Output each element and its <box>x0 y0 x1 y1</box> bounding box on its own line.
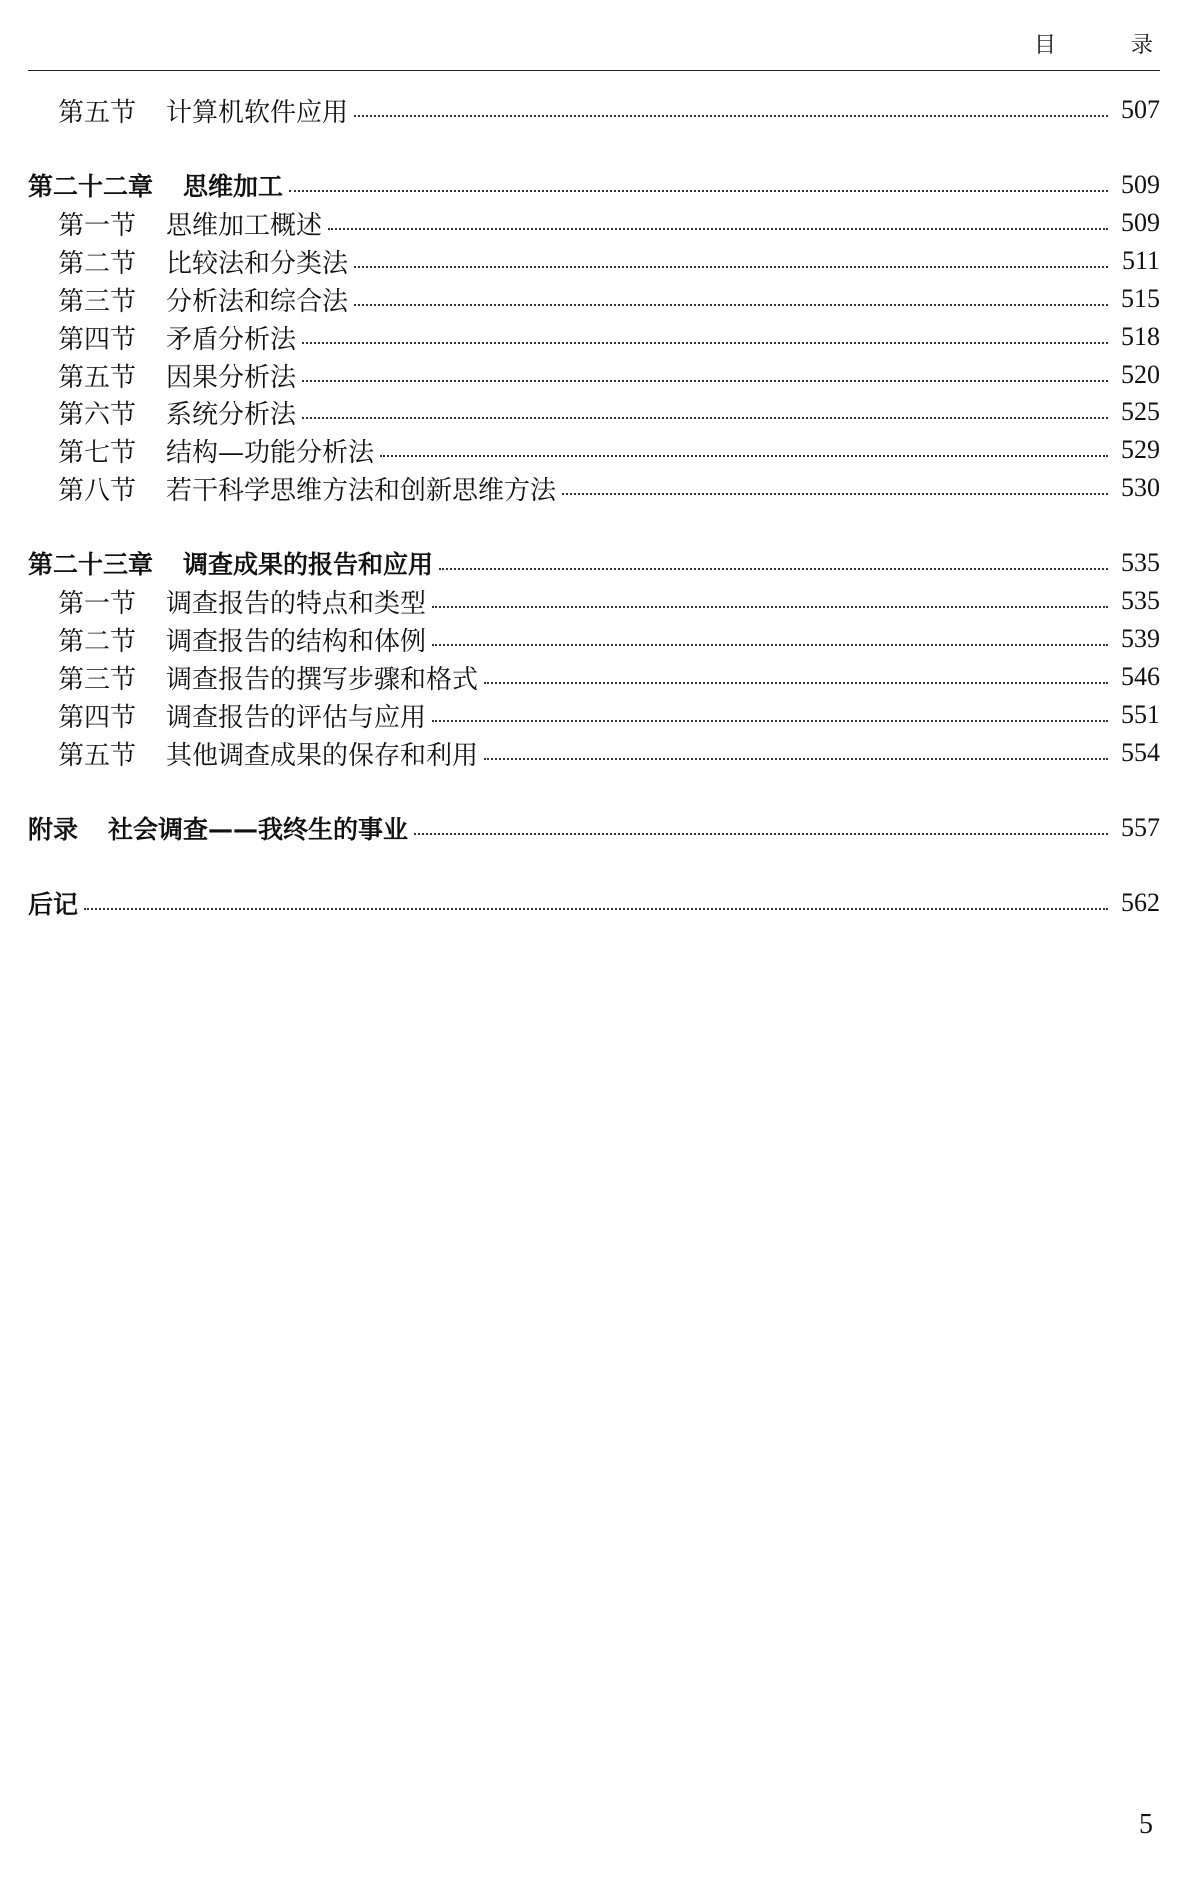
dot-leader <box>302 342 1108 344</box>
entry-number: 第二节 <box>58 248 137 279</box>
dot-leader <box>484 758 1108 760</box>
entry-number: 第二节 <box>58 626 137 657</box>
toc-chapter-entry <box>28 883 1160 923</box>
toc-section-entry <box>28 468 1160 508</box>
dot-leader <box>302 417 1108 419</box>
entry-page-number: 554 <box>1121 738 1160 767</box>
entry-number: 第四节 <box>58 702 137 733</box>
entry-number: 附录 <box>28 815 79 844</box>
entry-title: 社会调查——我终生的事业 <box>108 815 409 844</box>
entry-title: 思维加工 <box>183 172 284 201</box>
entry-page-number: 557 <box>1121 813 1160 842</box>
entry-title: 思维加工概述 <box>166 210 323 241</box>
dot-leader <box>354 115 1108 117</box>
dot-leader <box>380 455 1108 457</box>
dot-leader <box>328 228 1108 230</box>
entry-title: 系统分析法 <box>166 399 297 430</box>
dot-leader <box>484 682 1108 684</box>
dot-leader <box>414 833 1108 835</box>
entry-title: 分析法和综合法 <box>166 286 349 317</box>
entry-number: 第一节 <box>58 210 137 241</box>
entry-title: 计算机软件应用 <box>166 97 349 128</box>
entry-page-number: 551 <box>1121 700 1160 729</box>
entry-number: 第三节 <box>58 664 137 695</box>
entry-page-number: 529 <box>1121 435 1160 464</box>
dot-leader <box>289 190 1108 192</box>
toc-section-entry <box>28 619 1160 659</box>
dot-leader <box>562 493 1108 495</box>
entry-title: 调查报告的撰写步骤和格式 <box>166 664 479 695</box>
entry-page-number: 518 <box>1121 322 1160 351</box>
toc-section-entry <box>28 90 1160 130</box>
entry-number: 第三节 <box>58 286 137 317</box>
toc-section-entry <box>28 241 1160 281</box>
entry-page-number: 535 <box>1121 548 1160 577</box>
entry-title: 调查报告的特点和类型 <box>166 588 427 619</box>
entry-page-number: 546 <box>1121 662 1160 691</box>
toc-section-entry <box>28 203 1160 243</box>
toc-chapter-entry <box>28 165 1160 205</box>
entry-title: 其他调查成果的保存和利用 <box>166 740 479 771</box>
dot-leader <box>432 720 1108 722</box>
entry-page-number: 509 <box>1121 170 1160 199</box>
entry-page-number: 511 <box>1121 246 1160 275</box>
entry-number: 第二十三章 <box>28 550 154 579</box>
toc-chapter-entry <box>28 543 1160 583</box>
entry-number: 后记 <box>28 890 79 919</box>
dot-leader <box>84 908 1108 910</box>
dot-leader <box>432 606 1108 608</box>
toc-section-entry <box>28 317 1160 357</box>
page-number: 5 <box>1139 1809 1153 1840</box>
running-head: 目 录 <box>1034 33 1187 58</box>
entry-page-number: 509 <box>1121 208 1160 237</box>
entry-title: 若干科学思维方法和创新思维方法 <box>166 475 557 506</box>
entry-number: 第五节 <box>58 740 137 771</box>
entry-number: 第一节 <box>58 588 137 619</box>
dot-leader <box>439 568 1108 570</box>
entry-page-number: 539 <box>1121 624 1160 653</box>
entry-number: 第八节 <box>58 475 137 506</box>
dot-leader <box>432 644 1108 646</box>
entry-number: 第五节 <box>58 97 137 128</box>
entry-title: 调查成果的报告和应用 <box>183 550 434 579</box>
entry-title: 比较法和分类法 <box>166 248 349 279</box>
entry-page-number: 562 <box>1121 888 1160 917</box>
toc-section-entry <box>28 392 1160 432</box>
entry-number: 第七节 <box>58 437 137 468</box>
entry-title: 矛盾分析法 <box>166 324 297 355</box>
entry-title: 调查报告的评估与应用 <box>166 702 427 733</box>
entry-title: 调查报告的结构和体例 <box>166 626 427 657</box>
header-rule <box>28 70 1160 71</box>
toc-section-entry <box>28 657 1160 697</box>
toc-section-entry <box>28 355 1160 395</box>
entry-page-number: 520 <box>1121 360 1160 389</box>
dot-leader <box>354 266 1108 268</box>
toc-section-entry <box>28 695 1160 735</box>
entry-number: 第五节 <box>58 362 137 393</box>
entry-number: 第四节 <box>58 324 137 355</box>
toc-section-entry <box>28 581 1160 621</box>
dot-leader <box>302 380 1108 382</box>
entry-number: 第六节 <box>58 399 137 430</box>
toc-chapter-entry <box>28 808 1160 848</box>
entry-page-number: 515 <box>1121 284 1160 313</box>
entry-page-number: 530 <box>1121 473 1160 502</box>
entry-page-number: 525 <box>1121 397 1160 426</box>
entry-page-number: 535 <box>1121 586 1160 615</box>
entry-page-number: 507 <box>1121 95 1160 124</box>
toc-section-entry <box>28 430 1160 470</box>
toc-section-entry <box>28 733 1160 773</box>
toc-section-entry <box>28 279 1160 319</box>
entry-title: 结构—功能分析法 <box>166 437 375 468</box>
entry-number: 第二十二章 <box>28 172 154 201</box>
dot-leader <box>354 304 1108 306</box>
entry-title: 因果分析法 <box>166 362 297 393</box>
